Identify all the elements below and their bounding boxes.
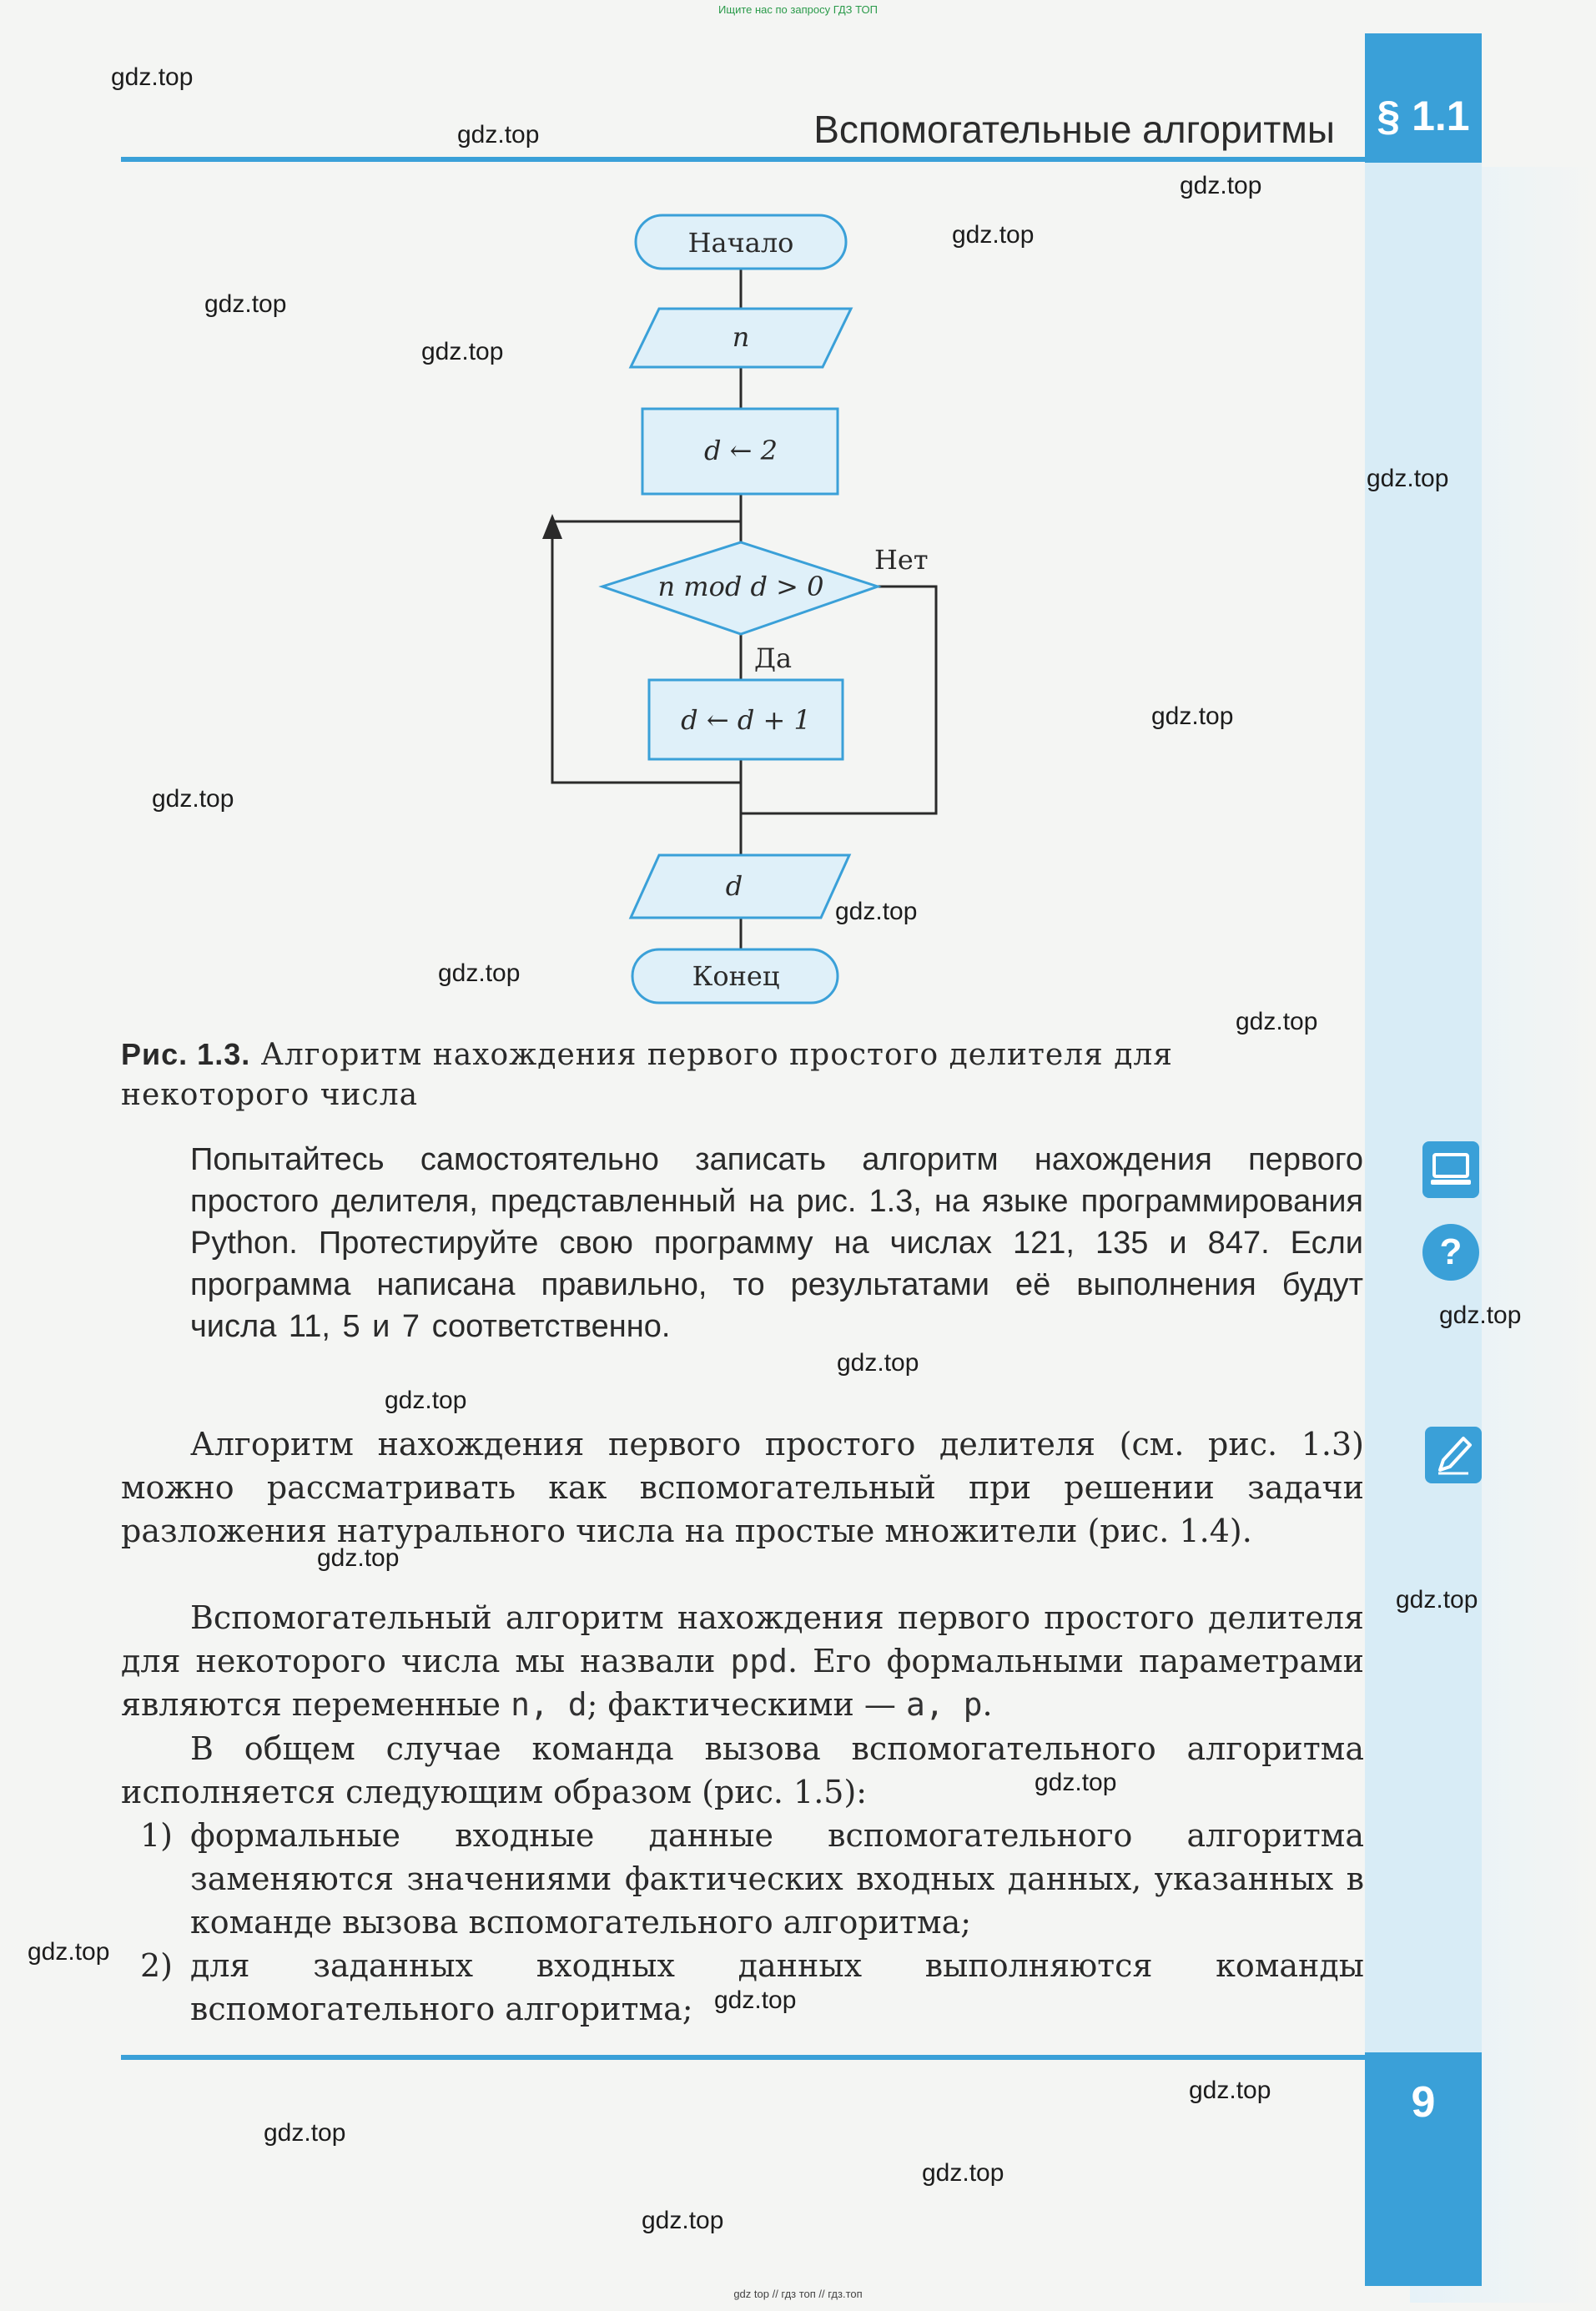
exercise-paragraph: Попытайтесь самостоятельно записать алгоритм нахождения первого простого делителя, представленный на рис. 1.3, на языке программирования Python. Протестируйте свою программу на числах 121, 135 и 847. Если программа написана правильно, то результатами её выполнения будут числа 11, 5 и 7 соответственно. <box>190 1142 1363 1344</box>
flow-start-label: Начало <box>687 227 794 259</box>
watermark: gdz.top <box>1035 1769 1117 1796</box>
list-item-text: формальные входные данные вспомогательного алгоритма заменяются значениями фактических входных данных, указанных в команде вызова вспомогательного алгоритма; <box>190 1817 1364 1941</box>
list-item <box>140 1814 1364 1944</box>
watermark: gdz.top <box>835 898 918 925</box>
section-label: § 1.1 <box>1377 93 1470 139</box>
watermark: gdz.top <box>837 1349 919 1377</box>
pencil-icon[interactable] <box>1425 1427 1482 1483</box>
paragraph-2-text-a: Вспомогательный алгоритм нахождения первого простого делителя для некоторого числа мы назвали <box>121 1599 1364 1679</box>
watermark: gdz.top <box>714 1986 797 2014</box>
watermark: gdz.top <box>264 2119 346 2147</box>
question-icon[interactable] <box>1421 1222 1481 1282</box>
watermark: gdz.top <box>1367 465 1449 492</box>
watermark: gdz.top <box>457 121 540 149</box>
paragraph-2-text-b: . Его формальными параметрами являются переменные <box>121 1643 1364 1723</box>
paragraph-1: Алгоритм нахождения первого простого делителя (см. рис. 1.3) можно рассматривать как вспомогательный при решении задачи разложения натурального числа на простые множители (рис. 1.4). <box>121 1426 1364 1549</box>
page-header-title: Вспомогательные алгоритмы <box>813 108 1335 151</box>
code-formal-params: n, d <box>511 1686 587 1723</box>
watermark: gdz.top <box>1236 1008 1318 1035</box>
watermark: gdz.top <box>642 2207 724 2234</box>
flow-increment-label: d ← d + 1 <box>681 704 811 736</box>
flow-yes-label: Да <box>754 642 793 674</box>
computer-icon[interactable] <box>1422 1141 1479 1198</box>
flow-assign <box>642 409 838 494</box>
code-actual-params: a, p <box>905 1686 983 1723</box>
paragraph-2 <box>121 1596 1364 1726</box>
flow-condition <box>602 542 878 634</box>
figure-caption <box>121 1035 1181 1115</box>
watermark: gdz.top <box>438 959 521 987</box>
page-number: 9 <box>1411 2078 1436 2127</box>
flow-assign-label: d ← 2 <box>704 435 778 466</box>
figure-caption-text: Алгоритм нахождения первого простого делителя для некоторого числа <box>121 1038 1173 1112</box>
figure-label: Рис. 1.3. <box>121 1037 251 1071</box>
flow-end-label: Конец <box>692 960 780 992</box>
watermark: gdz.top <box>1189 2077 1271 2104</box>
watermark: gdz.top <box>28 1938 110 1966</box>
watermark: gdz.top <box>1439 1302 1522 1329</box>
flow-no-label: Нет <box>874 544 929 576</box>
list-item-number: 2) <box>140 1947 174 1984</box>
footer-rule <box>121 2055 1381 2060</box>
watermark: gdz.top <box>952 221 1035 249</box>
flow-condition-label: n mod d > 0 <box>657 571 824 602</box>
flow-input <box>631 309 851 367</box>
flow-output <box>631 855 849 918</box>
code-ppd: ppd <box>730 1643 788 1679</box>
flow-start <box>636 215 846 269</box>
watermark: gdz.top <box>111 63 194 91</box>
flow-increment <box>649 680 843 759</box>
list-item-text: для заданных входных данных выполняются команды вспомогательного алгоритма; <box>190 1947 1364 2027</box>
watermark: gdz.top <box>1151 702 1234 730</box>
watermark: gdz.top <box>1180 172 1262 199</box>
watermark: gdz.top <box>1396 1586 1478 1614</box>
top-banner: Ищите нас по запросу ГДЗ ТОП <box>718 3 878 16</box>
watermark: gdz.top <box>204 290 287 318</box>
flow-input-label: n <box>732 321 750 353</box>
flow-end <box>632 949 838 1003</box>
watermark: gdz.top <box>152 785 234 813</box>
flowchart <box>0 0 1596 1035</box>
list-item-number: 1) <box>140 1817 174 1854</box>
bottom-banner: gdz top // гдз топ // гдз.топ <box>733 2288 863 2300</box>
svg-text:?: ? <box>1439 1231 1463 1272</box>
watermark: gdz.top <box>385 1387 467 1414</box>
paragraph-2-text-c: ; фактическими — <box>587 1686 906 1723</box>
watermark: gdz.top <box>922 2159 1004 2187</box>
paragraph-2-text-d: . <box>982 1686 993 1723</box>
paragraph-3: В общем случае команда вызова вспомогательного алгоритма исполняется следующим образом (рис. 1.5): <box>121 1730 1364 1810</box>
flow-output-label: d <box>725 870 743 902</box>
watermark: gdz.top <box>317 1544 400 1572</box>
watermark: gdz.top <box>421 338 504 365</box>
